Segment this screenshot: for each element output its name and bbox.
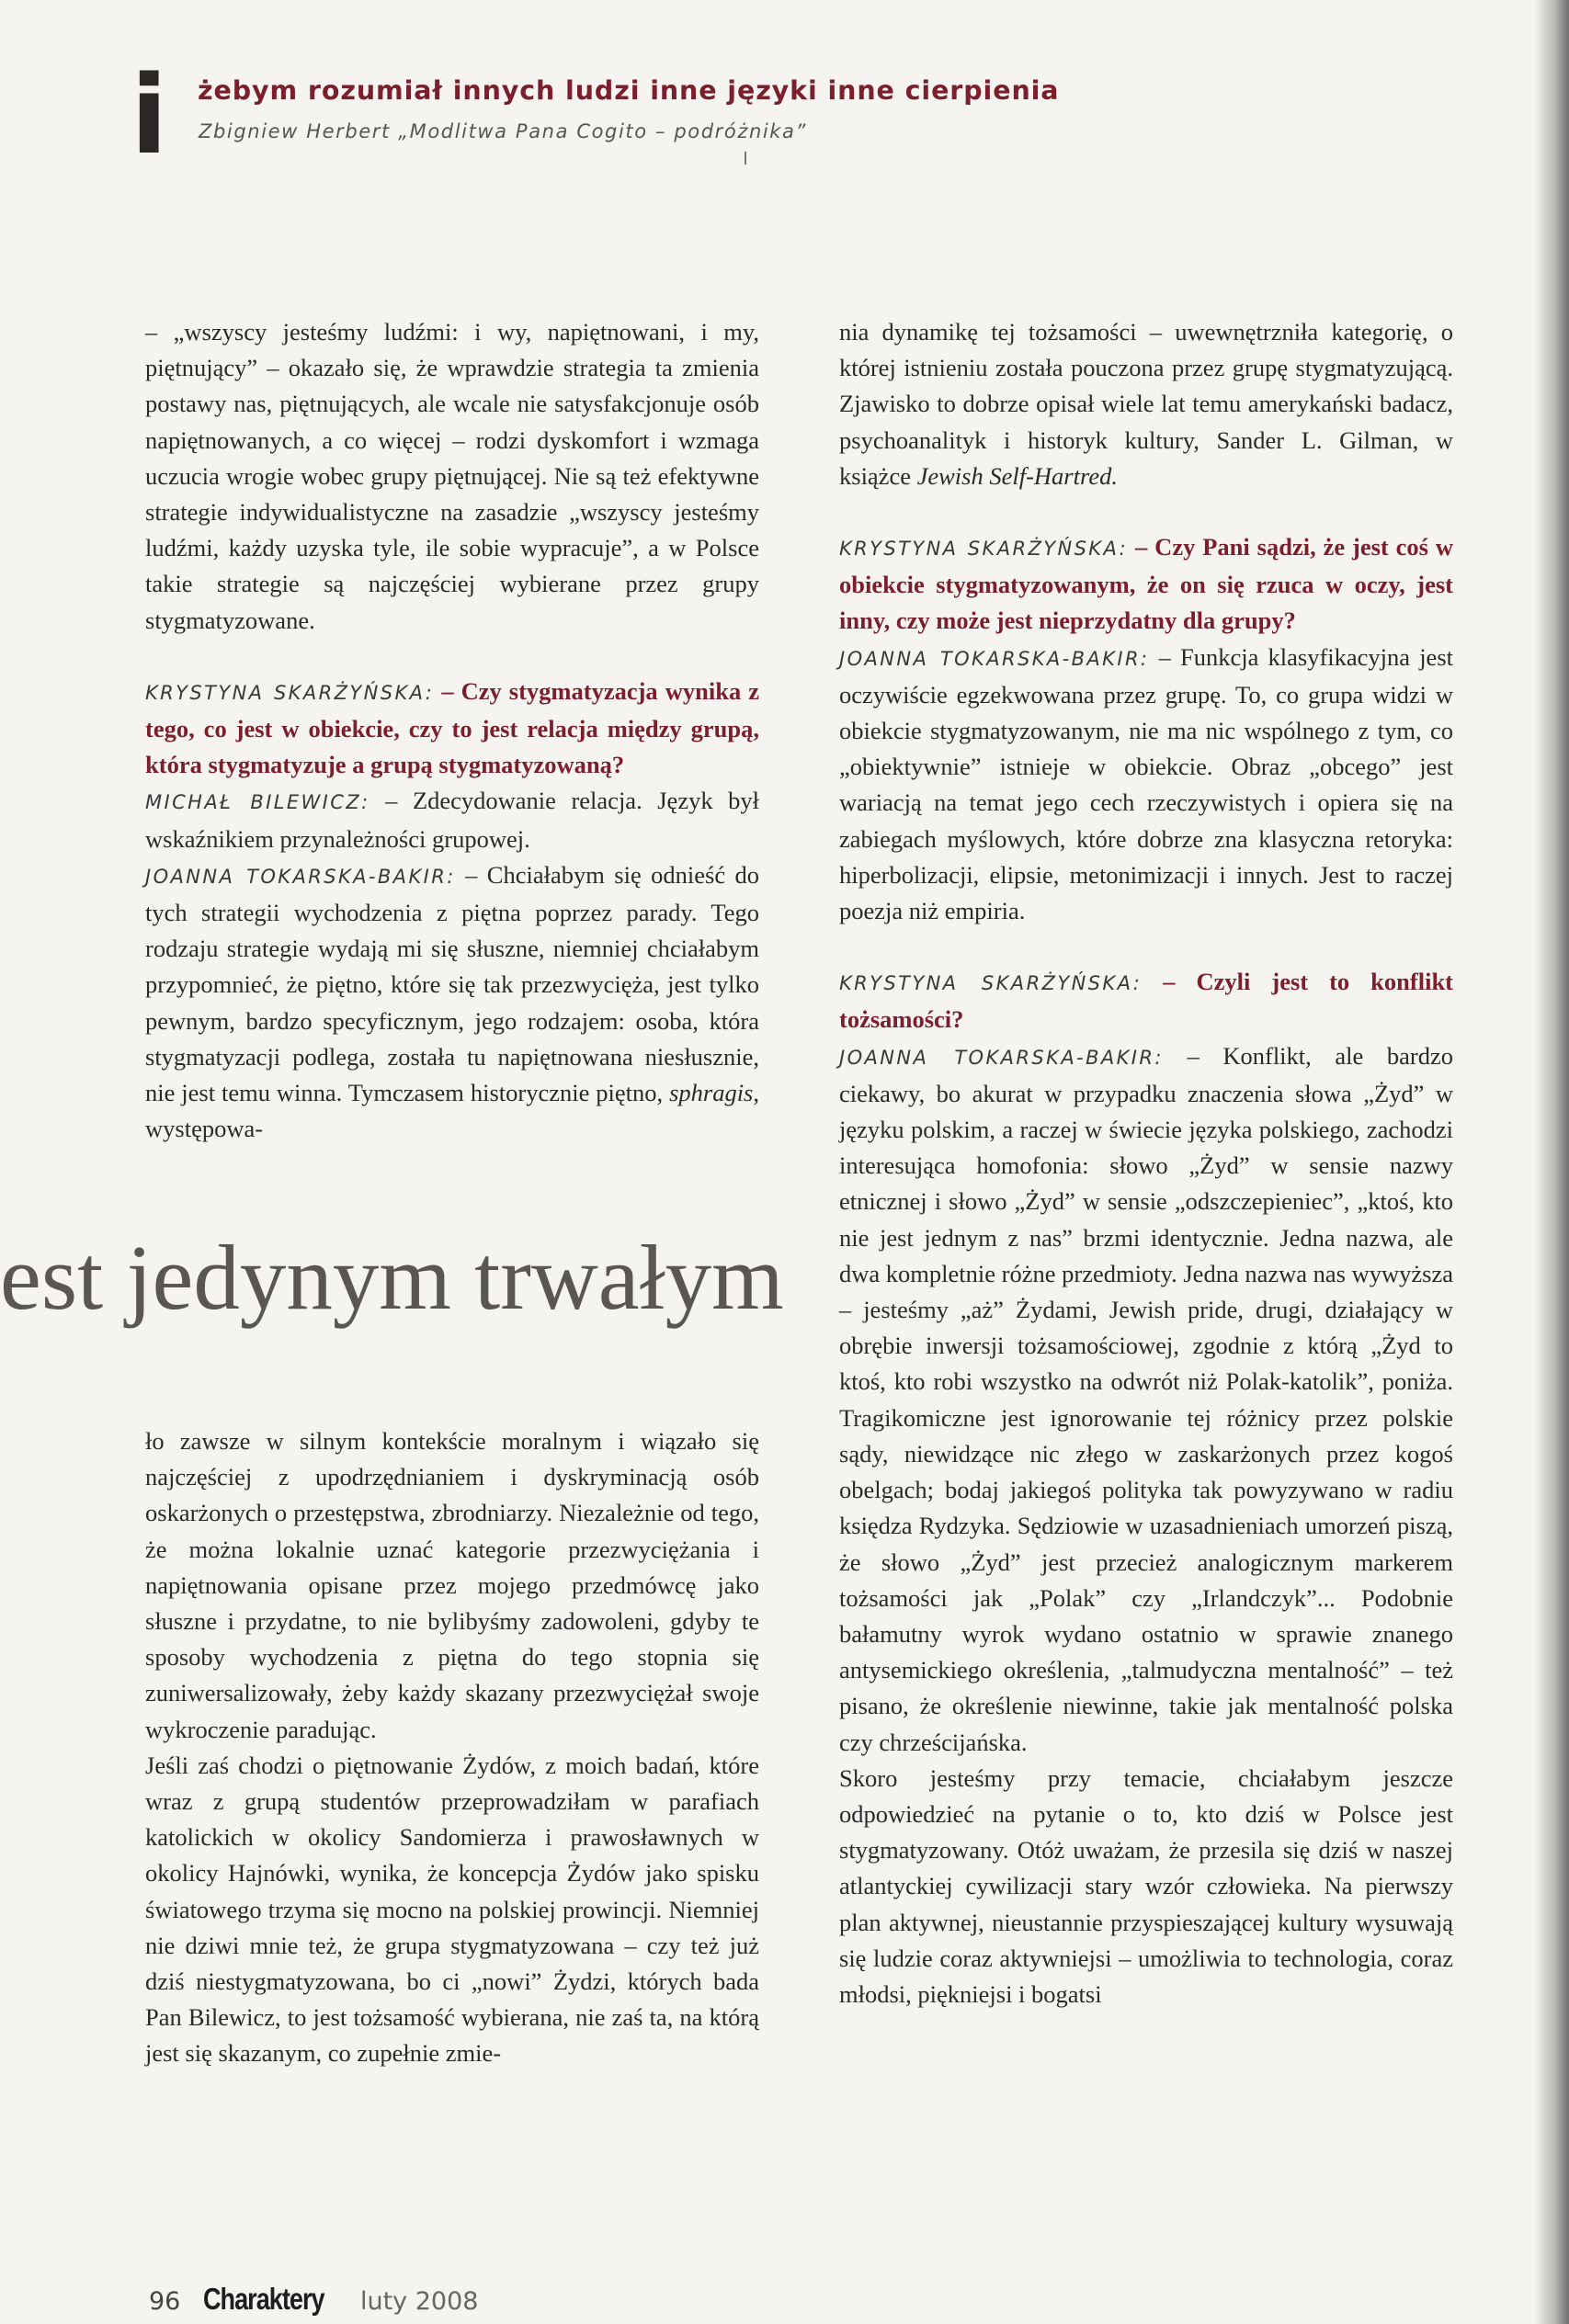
question-text: – Czy Pani sądzi, że jest coś w obiekcie stygmatyzowanym, że on się rzuca w oczy, jest inny, czy może jest nieprzydatny dla grupy? — [839, 533, 1454, 635]
answer-tokarska-3 — [839, 1038, 1453, 1761]
speaker-label: JOANNA TOKARSKA-BAKIR: — [839, 1046, 1164, 1069]
header-attribution: Zbigniew Herbert „Modlitwa Pana Cogito – podróżnika” — [199, 120, 807, 142]
paragraph-text: nia dynamikę tej tożsamości – uwewnętrzniła kategorię, o której istnieniu została pouczona przez grupę stygmatyzującą. Zjawisko to dobrze opisał wiele lat temu amerykański badacz, psychoanalityk i historyk kultury, Sander L. Gilman, w książce — [839, 318, 1453, 490]
decorative-tick — [745, 152, 746, 164]
paragraph: – „wszyscy jesteśmy ludźmi: i wy, napiętnowani, i my, piętnujący” – okazało się, że wprawdzie strategia ta zmienia postawy nas, piętnujących, ale wcale nie satysfakcjonuje osób napiętnowanych, a co więcej – rodzi dyskomfort i wzmaga uczucia wrogie wobec grupy piętnującej. Nie są też efektywne strategie indywidualistyczne na zasadzie „wszyscy jesteśmy ludźmi, każdy uzyska tyle, ile sobie wypracuje”, a w Polsce takie strategie są najczęściej wybierane przez grupy stygmatyzowane. — [145, 318, 759, 634]
page-edge-shadow — [1534, 0, 1569, 2324]
footer — [149, 2282, 478, 2317]
question-krystyna-3 — [839, 964, 1453, 1037]
question-krystyna-2 — [839, 529, 1453, 640]
answer-text-end: , występowa- — [145, 1079, 759, 1143]
speaker-label: KRYSTYNA SKARŻYŃSKA: — [839, 538, 1129, 561]
header-quote: żebym rozumiał innych ludzi inne języki inne cierpienia — [198, 75, 1060, 106]
header-initial: i — [131, 51, 168, 178]
pull-quote: est jedynym trwałym — [0, 1226, 784, 1329]
question-text: – Czy stygmatyzacja wynika z tego, co jest w obiekcie, czy to jest relacja między grupą, która stygmatyzuje a grupą stygmatyzowaną? — [145, 676, 760, 779]
speaker-label: KRYSTYNA SKARŻYŃSKA: — [839, 972, 1143, 995]
speaker-label: KRYSTYNA SKARŻYŃSKA: — [145, 681, 435, 704]
answer-text: – Chciałabym się odnieść do tych strategii wychodzenia z piętna poprzez parady. Tego rodzaju strategie wydają mi się słuszne, niemniej chciałabym przypomnieć, że piętno, które się tak przezwycięża, jest tylko pewnym, bardzo specyficznym, jego rodzajem: osoba, która stygmatyzacji podlega, została tu napiętnowana niesłusznie, nie jest temu winna. Tymczasem historycznie piętno, — [145, 860, 760, 1107]
paragraph: ło zawsze w silnym kontekście moralnym i wiązało się najczęściej z upodrzędnianiem i dyskryminacją osób oskarżonych o przestępstwa, zbrodniarzy. Niezależnie od tego, że można lokalnie uznać kategorie przezwyciężania i napiętnowania opisane przez mojego przedmówcę jako słuszne i przydatne, to nie bylibyśmy zadowoleni, gdyby te sposoby wychodzenia z piętna do tego stopnia się zuniwersalizowały, żeby każdy skazany przezwyciężał swoje wykroczenie paradując. — [145, 1427, 759, 1743]
answer-text: – Konflikt, ale bardzo ciekawy, bo akurat w przypadku znaczenia słowa „Żyd” w języku polskim, a raczej w świecie języka polskiego, zachodzi interesująca homofonia: słowo „Żyd” w sensie nazwy etnicznej i słowo „Żyd” w sensie „odszczepieniec”, „ktoś, kto nie jest jednym z nas” brzmi identycznie. Jedna nazwa, ale dwa kompletnie różne przedmioty. Jedna nazwa nas wywyższa – jesteśmy „aż” Żydami, Jewish pride, drugi, działający w obrębie inwersji tożsamościowej, zgodnie z którą „Żyd to ktoś, kto robi wszystko na odwrót niż Polak-katolik”, poniża. Tragikomiczne jest ignorowanie tej różnicy przez polskie sądy, niewidzące nic złego w zaskarżonych przez kogoś obelgach; bodaj jakiegoś polityka tak powyzywano w radiu księdza Rydzyka. Sędziowie w uzasadnieniach umorzeń piszą, że słowo „Żyd” jest przecież analogicznym markerem tożsamości jak „Polak” czy „Irlandczyk”... Podobnie bałamutny wyrok wydano ostatnio w sprawie znanego antysemickiego określenia, „talmudyczna mentalność” – też pisano, że określenie niewinne, takie jak mentalność polska czy chrześcijańska. — [839, 1041, 1453, 1756]
answer-text: – Zdecydowanie relacja. Język był wskaźnikiem przynależności grupowej. — [145, 787, 759, 853]
issue-date: luty 2008 — [359, 2287, 479, 2316]
left-column-bottom — [145, 1423, 759, 2072]
answer-tokarska-2 — [839, 640, 1453, 930]
speaker-label: JOANNA TOKARSKA-BAKIR: — [839, 647, 1150, 670]
magazine-logo: Charaktery — [202, 2282, 324, 2316]
speaker-label: MICHAŁ BILEWICZ: — [145, 791, 370, 814]
page-number: 96 — [149, 2287, 181, 2316]
paragraph: Skoro jesteśmy przy temacie, chciałabym jeszcze odpowiedzieć na pytanie o to, kto dziś w Polsce jest stygmatyzowany. Otóż uważam, że przesila się dziś w naszej atlantyckiej cywilizacji stary wzór człowieka. Na pierwszy plan aktywnej, nieustannie przyspieszającej kultury wysuwają się ludzie coraz aktywniejsi – umożliwia to technologia, coraz młodsi, piękniejsi i bogatsi — [839, 1763, 1453, 2008]
question-text: – Czyli jest to konflikt tożsamości? — [839, 968, 1454, 1034]
question-krystyna-1 — [145, 674, 759, 784]
book-title: Jewish Self-Hartred. — [916, 461, 1118, 490]
right-column — [839, 314, 1453, 2012]
left-column-top — [145, 314, 759, 1147]
italic-term: sphragis — [669, 1079, 754, 1107]
answer-tokarska-1 — [145, 857, 759, 1148]
speaker-label: JOANNA TOKARSKA-BAKIR: — [145, 865, 456, 888]
paragraph: Jeśli zaś chodzi o piętnowanie Żydów, z moich badań, które wraz z grupą studentów przeprowadziłam w parafiach katolickich w okolicy Sandomierza i prawosławnych w okolicy Hajnówki, wynika, że koncepcja Żydów jako spisku światowego trzyma się mocno na polskiej prowincji. Niemniej nie dziwi mnie też, że grupa stygmatyzowana – czy też już dziś niestygmatyzowana, bo ci „nowi” Żydzi, których bada Pan Bilewicz, to jest tożsamość wybierana, nie zaś ta, na którą jest się skazanym, co zupełnie zmie- — [145, 1751, 759, 2068]
answer-bilewicz — [145, 783, 759, 856]
answer-text: – Funkcja klasyfikacyjna jest oczywiście egzekwowana przez grupę. To, co grupa widzi w obiekcie stygmatyzowanym, nie ma nic wspólnego z tym, co „obiektywnie” istnieje w obiekcie. Obraz „obcego” jest wariacją na temat jego cech rzeczywistych i opiera się na zabiegach myślowych, które dobrze zna klasyczna retoryka: hiperbolizacji, elipsie, metonimizacji i innych. Jest to raczej poezja niż empiria. — [839, 642, 1453, 925]
paragraph — [839, 314, 1453, 494]
